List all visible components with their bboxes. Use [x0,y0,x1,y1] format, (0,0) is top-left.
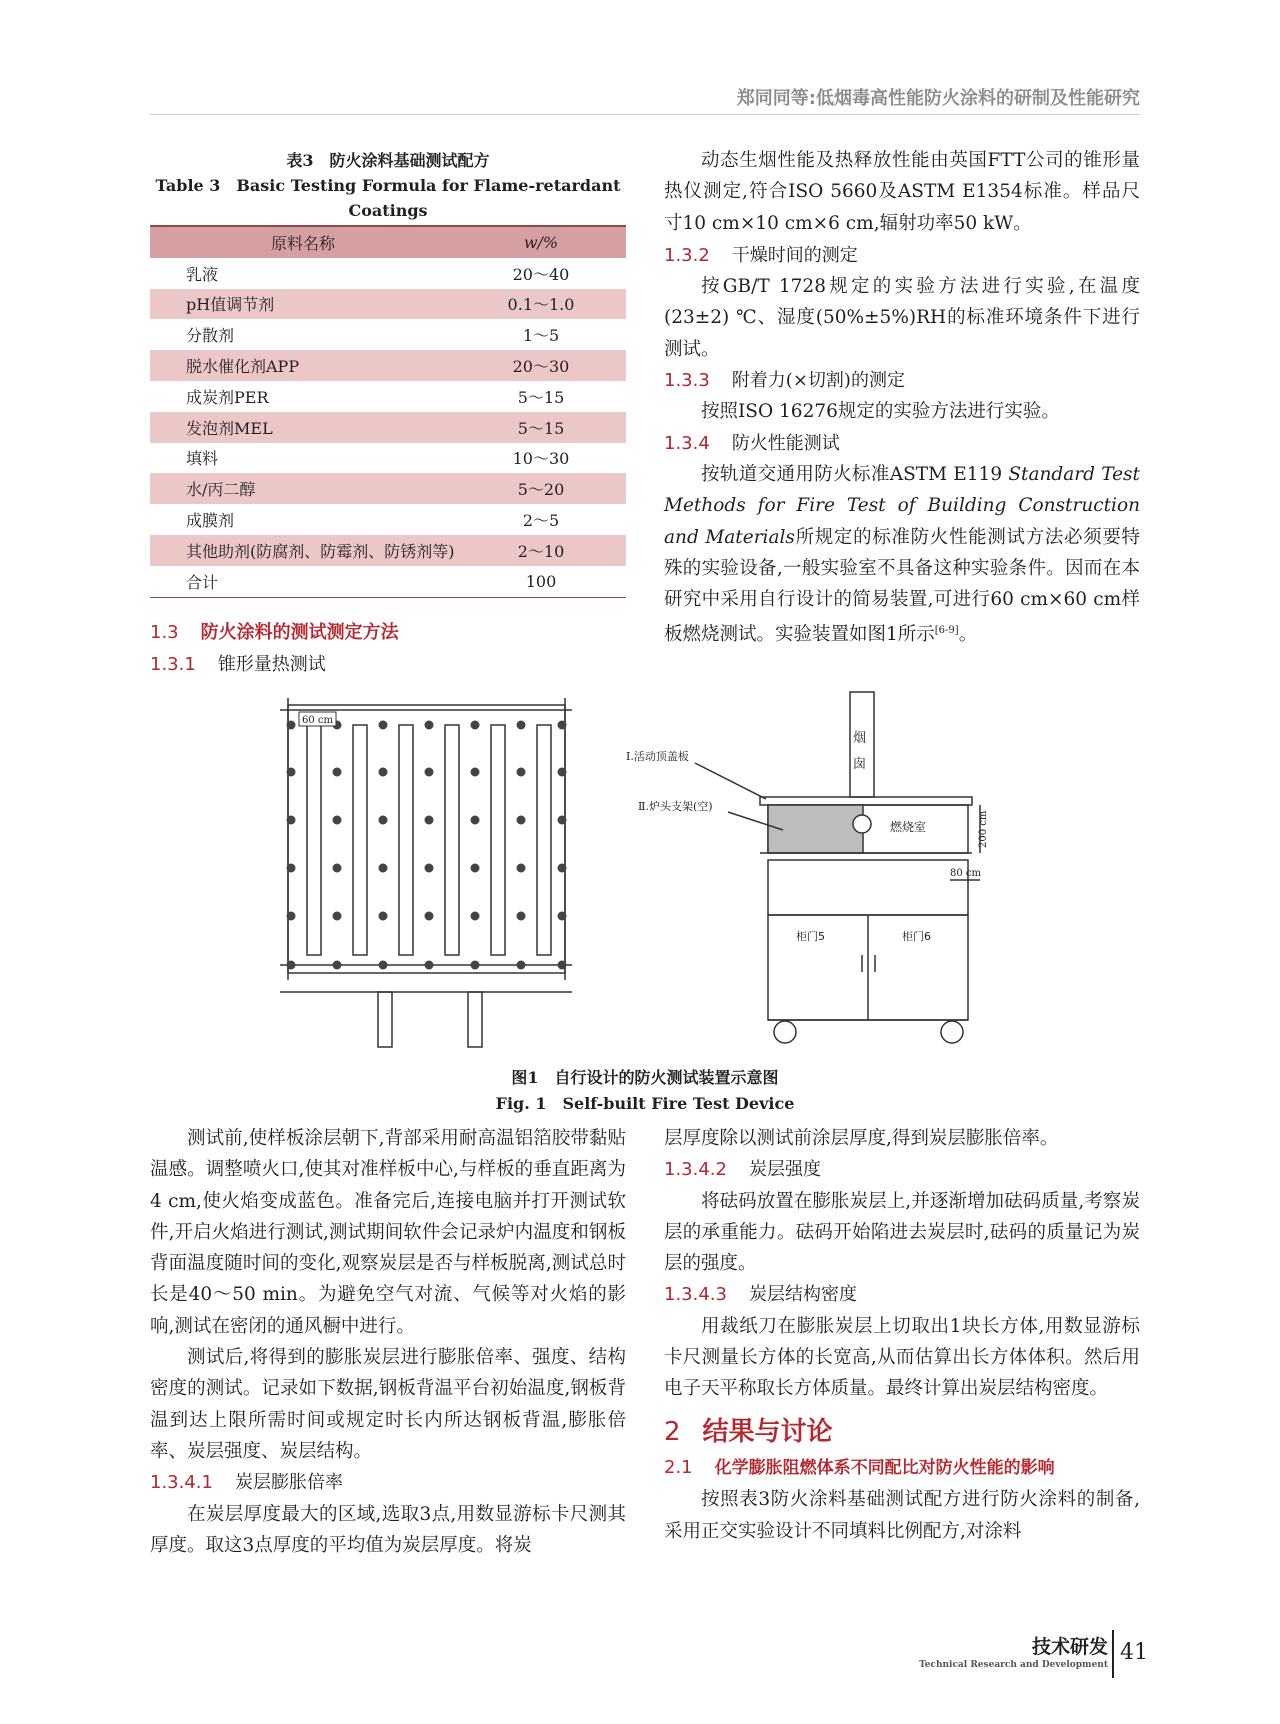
bolt-point [333,912,342,921]
bolt-point [379,961,388,970]
table-row [150,443,626,474]
burner-port [853,815,871,833]
table-row [150,412,626,443]
mass-fraction: 2～10 [517,541,565,561]
text-run: 所规定的标准防火性能测试方法必须要特殊的实验设备,一般实验室不具备这种实验条件。因而在本研究中采用自行设计的简易装置,可进行60 cm×60 cm样板燃烧测试。实验装置如图1所示 [664,526,1140,646]
section-number: 1.3.4.2 [664,1159,727,1181]
caster-wheel [774,1021,796,1043]
section-title: 炭层膨胀倍率 [234,1472,343,1494]
bolt-grid [287,721,567,970]
label-door-5: 柜门5 [796,930,825,943]
panel-leg [468,992,482,1047]
paragraph: 将砝码放置在膨胀炭层上,并逐渐增加砝码质量,考察炭层的承重能力。砝码开始陷进去炭层时,砝码的质量记为炭层的强度。 [664,1190,1140,1275]
leader-top-cover [695,763,766,799]
caster-wheel [941,1021,963,1043]
mass-fraction: 10～30 [512,449,570,469]
table-caption-cn: 表3 防火涂料基础测试配方 [286,151,490,170]
italic-title: Standard Test Methods for Fire Test of Building Construction and Materials [664,463,1140,548]
bolt-point [333,864,342,873]
stiffener-slot [307,725,321,955]
bolt-point [287,961,296,970]
section-2-heading [664,1417,1140,1448]
stiffener-slot [491,725,505,955]
bolt-point [287,721,296,730]
ingredient-name: 水/丙二醇 [186,480,256,500]
panel-leg [378,992,392,1047]
ingredient-name: 其他助剂(防腐剂、防霉剂、防锈剂等) [186,541,455,561]
specimen-panel [280,698,572,1047]
journal-section-cn: 技术研发 [1031,1636,1108,1658]
table-row [150,566,626,597]
header-rule [150,114,1140,115]
mass-fraction: 1～5 [522,326,560,346]
section-title: 防火涂料的测试测定方法 [200,622,399,643]
left-column-bottom [150,1123,626,1561]
bolt-point [333,768,342,777]
table-row [150,258,626,289]
section-number: 1.3.4 [664,432,710,454]
paragraph: 按GB/T 1728规定的实验方法进行实验,在温度(23±2) ℃、湿度(50%±5%)RH的标准环境条件下进行测试。 [664,276,1140,360]
section-title: 防火性能测试 [731,432,840,454]
section-number: 2.1 [664,1456,693,1478]
text-run: 。 [958,624,978,646]
label-chimney-2: 囱 [853,757,867,772]
ingredient-name: 成炭剂PER [186,387,269,407]
mass-fraction: 20～40 [512,264,570,284]
bolt-point [287,864,296,873]
mass-fraction: 100 [525,571,557,591]
table-row [150,504,626,535]
table-row [150,289,626,320]
col-header-value: w/% [523,232,559,252]
section-1-3-4-1-heading [150,1467,626,1498]
right-column-top [664,145,1140,651]
bolt-point [517,768,526,777]
table-caption-en-1: Table 3 Basic Testing Formula for Flame-retardant [155,176,621,195]
section-number: 1.3.4.1 [150,1472,213,1494]
stiffener-slot [353,725,367,955]
label-combustion-chamber: 燃烧室 [890,820,927,834]
section-title: 炭层强度 [748,1159,821,1181]
bolt-point [287,912,296,921]
bolt-point [471,961,480,970]
section-number: 2 [664,1416,681,1447]
table-row [150,381,626,412]
mass-fraction: 5～20 [517,480,565,500]
section-title: 干燥时间的测定 [731,244,858,266]
ingredient-name: 成膜剂 [186,511,235,531]
mass-fraction: 5～15 [517,418,565,438]
paragraph: 按照表3防火涂料基础测试配方进行防火涂料的制备,采用正交实验设计不同填料比例配方,对涂料 [664,1489,1140,1542]
stiffener-slot [445,725,459,955]
bolt-point [425,816,434,825]
section-1-3-3-heading [664,365,1140,396]
section-1-3-4-3-heading [664,1279,1140,1310]
section-1-3-4-heading [664,428,1140,459]
label-top-cover: Ⅰ.活动顶盖板 [626,750,689,763]
panel-outline [288,705,565,973]
footer-divider [1112,1630,1114,1678]
paragraph: 测试前,使样板涂层朝下,背部采用耐高温铝箔胶带黏贴温感。调整喷火口,使其对准样板中心,与样板的垂直距离为4 cm,使火焰变成蓝色。准备完后,连接电脑并打开测试软件,开启火焰进行测试,测试期间软件会记录炉内温度和钢板背面温度随时间的变化,观察炭层是否与样板脱离,测试总时长是40～50 min。为避免空气对流、气候等对火焰的影响,测试在密闭的通风橱中进行。 [150,1128,626,1337]
section-1-3-2-heading [664,240,1140,271]
bolt-point [379,816,388,825]
bolt-point [558,768,567,777]
bolt-point [471,816,480,825]
citation: [6-9] [934,625,959,637]
bolt-point [517,864,526,873]
ingredient-name: 填料 [186,449,219,469]
section-title: 锥形量热测试 [217,654,326,675]
ingredient-name: 发泡剂MEL [186,418,273,438]
ingredient-name: 分散剂 [186,326,235,346]
mass-fraction: 0.1～1.0 [507,295,575,315]
section-number: 1.3.2 [664,244,710,266]
mass-fraction: 2～5 [522,511,560,531]
section-number: 1.3.1 [150,654,196,675]
bolt-point [471,721,480,730]
figure-caption-en: Fig. 1 Self-built Fire Test Device [495,1094,795,1113]
col-header-name: 原料名称 [270,233,335,253]
paragraph: 用裁纸刀在膨胀炭层上切取出1块长方体,用数显游标卡尺测量长方体的长宽高,从而估算出长方体体积。然后用电子天平称取长方体质量。最终计算出炭层结构密度。 [664,1315,1140,1400]
label-burner-bracket: Ⅱ.炉头支架(空) [638,800,713,813]
section-1-3-1-heading [150,650,326,676]
dimension-80cm-label: 80 cm [950,868,981,879]
bolt-point [379,721,388,730]
bolt-point [471,912,480,921]
ingredient-name: 合计 [186,572,219,592]
table-header-row [150,226,626,258]
bolt-point [379,768,388,777]
dimension-200cm-label: 200 cm [978,810,989,848]
table-caption-en-2: Coatings [348,201,428,220]
bolt-point [333,961,342,970]
bolt-point [471,768,480,777]
bolt-point [517,721,526,730]
section-1-3-4-2-heading [664,1154,1140,1185]
section-title: 附着力(×切割)的测定 [731,370,905,392]
bolt-point [425,912,434,921]
cabinet-upper [768,860,968,915]
section-title: 炭层结构密度 [748,1284,857,1306]
ingredient-name: 脱水催化剂APP [186,357,300,377]
table-row [150,350,626,381]
ingredient-name: 乳液 [186,264,219,284]
journal-section-en: Technical Research and Development [919,1660,1108,1670]
page-number: 41 [1120,1640,1148,1665]
label-chimney-1: 烟 [853,731,867,746]
bolt-point [379,864,388,873]
stiffener-slot [399,725,413,955]
bolt-point [379,912,388,921]
bolt-point [425,961,434,970]
bolt-point [425,768,434,777]
stiffener-slot [537,725,551,955]
paragraph: 按照ISO 16276规定的实验方法进行实验。 [701,401,1060,423]
table-row [150,535,626,566]
ingredient-name: pH值调节剂 [186,295,275,315]
section-1-3-heading [150,618,399,644]
section-number: 1.3 [150,622,179,643]
mass-fraction: 20～30 [512,357,570,377]
section-title: 结果与讨论 [702,1416,833,1447]
bolt-point [558,721,567,730]
dimension-60cm-label: 60 cm [302,715,333,726]
formula-table [150,225,626,598]
furnace-cabinet [695,692,980,1043]
bolt-point [287,768,296,777]
bolt-point [517,816,526,825]
bolt-point [287,816,296,825]
bolt-point [558,961,567,970]
bolt-point [425,721,434,730]
bolt-point [558,864,567,873]
mass-fraction: 5～15 [517,387,565,407]
paragraph [664,459,1140,651]
table-row [150,319,626,350]
figure-1-drawing [150,680,1140,1060]
right-column-bottom [664,1123,1140,1547]
paragraph: 动态生烟性能及热释放性能由英国FTT公司的锥形量热仪测定,符合ISO 5660及ASTM E1354标准。样品尺寸10 cm×10 cm×6 cm,辐射功率50 kW。 [664,150,1140,234]
text-run: 按轨道交通用防火标准ASTM E119 [701,463,1009,485]
bolt-point [517,912,526,921]
bolt-point [558,912,567,921]
section-number: 1.3.4.3 [664,1284,727,1306]
bolt-point [517,961,526,970]
running-title: 郑同同等:低烟毒高性能防火涂料的研制及性能研究 [736,88,1140,109]
label-door-6: 柜门6 [902,930,931,943]
bolt-point [333,816,342,825]
section-title: 化学膨胀阻燃体系不同配比对防火性能的影响 [714,1457,1055,1478]
paragraph: 在炭层厚度最大的区域,选取3点,用数显游标卡尺测其厚度。取这3点厚度的平均值为炭层厚度。将炭 [150,1503,626,1556]
bolt-point [471,864,480,873]
bolt-point [558,816,567,825]
paragraph: 测试后,将得到的膨胀炭层进行膨胀倍率、强度、结构密度的测试。记录如下数据,钢板背温平台初始温度,钢板背温到达上限所需时间或规定时长内所达钢板背温,膨胀倍率、炭层强度、炭层结构。 [150,1347,626,1462]
section-number: 1.3.3 [664,370,710,392]
top-cover-plate [760,797,972,805]
paragraph: 层厚度除以测试前涂层厚度,得到炭层膨胀倍率。 [664,1128,1059,1149]
section-2-1-heading [664,1452,1140,1484]
table-row [150,473,626,504]
figure-caption-cn: 图1 自行设计的防火测试装置示意图 [511,1068,779,1087]
bolt-point [425,864,434,873]
